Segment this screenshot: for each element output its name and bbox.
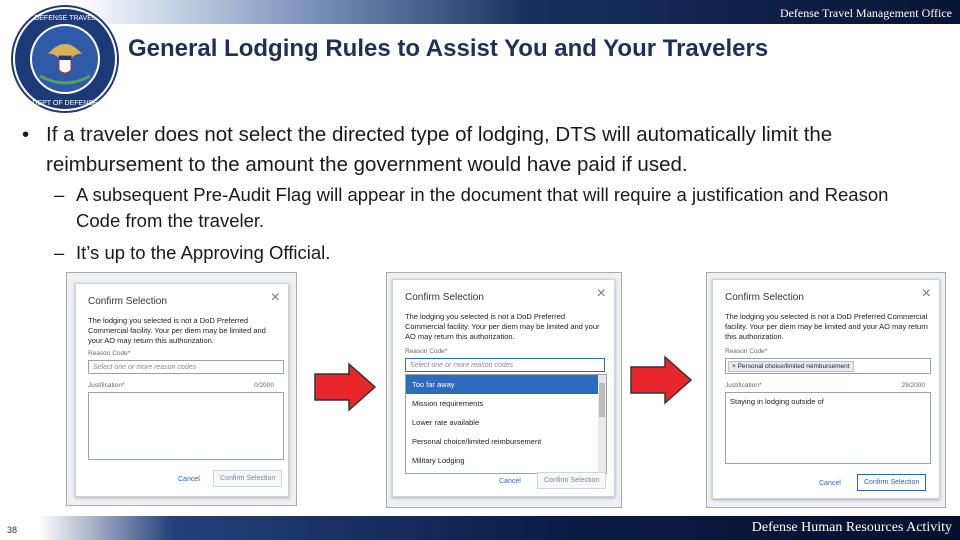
char-count: 0/2000 — [254, 382, 274, 389]
dialog-message: The lodging you selected is not a DoD Preferred Commercial facility. Your per diem may be limited and your AO may return this authorization. — [88, 316, 266, 345]
cancel-button[interactable]: Cancel — [499, 478, 521, 485]
reason-code-input[interactable]: Select one or more reason codes — [405, 358, 605, 372]
header-bar — [0, 0, 960, 24]
footer-bar — [0, 516, 960, 540]
justification-label: Justification* — [725, 382, 762, 389]
dash-icon: – — [54, 184, 65, 205]
svg-text:DEPT OF DEFENSE: DEPT OF DEFENSE — [32, 100, 98, 107]
footer-org: Defense Human Resources Activity — [751, 520, 952, 535]
confirm-selection-button[interactable]: Confirm Selection — [537, 472, 606, 489]
dialog-title: Confirm Selection — [725, 292, 804, 303]
screenshot-1 — [66, 272, 297, 506]
dropdown-option[interactable]: Lower rate available — [412, 418, 480, 427]
screenshot-2 — [386, 272, 622, 508]
bullet-text: If a traveler does not select the directed type of lodging, DTS will automatically limit the reimbursement to the amount the government would have paid if used. — [46, 123, 833, 176]
reason-code-label: Reason Code* — [725, 348, 768, 355]
cancel-button[interactable]: Cancel — [819, 480, 841, 487]
confirm-selection-button[interactable]: Confirm Selection — [213, 470, 282, 487]
arrow-right-icon — [629, 355, 693, 405]
scroll-thumb[interactable] — [599, 383, 605, 417]
justification-label: Justification* — [88, 382, 125, 389]
sub-bullet-2 — [54, 240, 934, 266]
reason-code-input[interactable]: Select one or more reason codes — [88, 360, 284, 374]
justification-textarea[interactable]: Staying in lodging outside of — [725, 392, 931, 464]
header-org: Defense Travel Management Office — [779, 6, 952, 20]
close-icon[interactable]: × — [596, 285, 606, 302]
svg-text:DEFENSE TRAVEL: DEFENSE TRAVEL — [34, 15, 96, 22]
dash-icon: – — [54, 242, 65, 263]
cancel-button[interactable]: Cancel — [178, 476, 200, 483]
char-count: 29/2000 — [901, 382, 925, 389]
sub-bullet-2-text: It’s up to the Approving Official. — [76, 242, 331, 263]
main-bullet — [22, 120, 942, 180]
dropdown-option[interactable]: Too far away — [406, 375, 606, 394]
dialog-title: Confirm Selection — [88, 296, 167, 307]
confirm-selection-button[interactable]: Confirm Selection — [857, 474, 926, 491]
justification-textarea[interactable] — [88, 392, 284, 460]
dropdown-option[interactable]: Military Lodging — [412, 456, 465, 465]
confirm-dialog — [712, 279, 940, 499]
dropdown-option[interactable]: Personal choice/limited reimbursement — [412, 437, 542, 446]
dialog-title: Confirm Selection — [405, 292, 484, 303]
dropdown-option[interactable]: Mission requirements — [412, 399, 484, 408]
reason-code-label: Reason Code* — [88, 350, 131, 357]
reason-code-label: Reason Code* — [405, 348, 448, 355]
reason-code-chip[interactable]: × Personal choice/limited reimbursement — [728, 361, 854, 372]
sub-bullet-1-text: A subsequent Pre-Audit Flag will appear in the document that will require a justification and Reason Code from the traveler. — [76, 184, 889, 231]
reason-code-dropdown[interactable] — [405, 374, 607, 474]
close-icon[interactable]: × — [921, 285, 931, 302]
arrow-right-icon — [313, 362, 377, 412]
confirm-dialog — [392, 279, 615, 497]
page-number: 38 — [7, 525, 18, 535]
close-icon[interactable]: × — [270, 289, 280, 306]
dropdown-scrollbar[interactable] — [598, 375, 606, 473]
sub-bullet-1 — [54, 182, 934, 234]
page-title: General Lodging Rules to Assist You and Your Travelers — [128, 35, 769, 62]
reason-code-input[interactable] — [725, 358, 931, 374]
bullet-dot-icon: • — [22, 123, 30, 146]
dialog-message: The lodging you selected is not a DoD Preferred Commercial facility. Your per diem may be limited and your AO may return this authorization. — [405, 312, 600, 341]
confirm-dialog — [75, 283, 289, 497]
dialog-message: The lodging you selected is not a DoD Preferred Commercial facility. Your per diem may be limited and your AO may return this authorization. — [725, 312, 928, 341]
dod-seal-icon — [10, 4, 120, 114]
screenshot-3 — [706, 272, 946, 508]
